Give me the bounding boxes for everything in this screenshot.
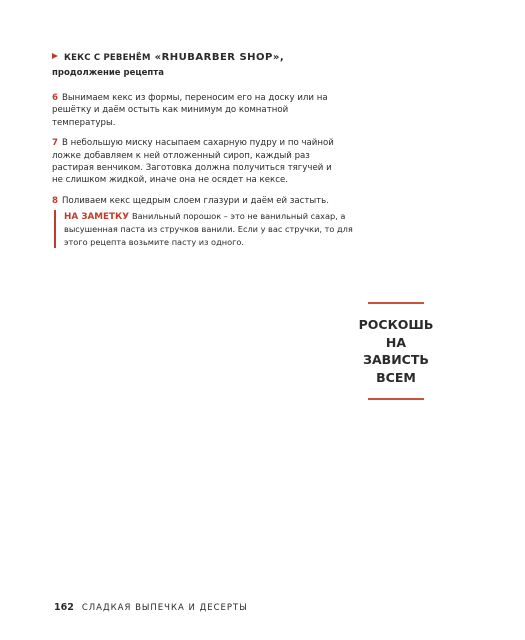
step-number: 7 <box>52 138 58 149</box>
recipe-subtitle: продолжение рецепта <box>52 68 164 78</box>
step-number: 8 <box>52 195 58 206</box>
recipe-title: КЕКС С РЕВЕНЁМ <box>64 53 151 63</box>
recipe-steps <box>52 92 337 215</box>
pull-quote <box>356 302 436 400</box>
recipe-header <box>52 52 352 78</box>
page-number: 162 <box>54 602 74 613</box>
note-text: Ванильный порошок – это не ванильный сахар, а высушенная паста из стручков ванили. Если у вас стручки, то для этого рецепта возьмите пасту из одного. <box>64 211 353 247</box>
section-title: СЛАДКАЯ ВЫПЕЧКА И ДЕСЕРТЫ <box>81 603 248 613</box>
step-text: Вынимаем кекс из формы, переносим его на доску или на решётку и даём остыть как минимум до комнатной температуры. <box>52 93 328 128</box>
step-number: 6 <box>52 93 58 103</box>
quote-line: НА ЗАВИСТЬ <box>363 334 429 367</box>
step-text: Поливаем кекс щедрым слоем глазури и даём ей застыть. <box>61 195 329 206</box>
step-text: В небольшую миску насыпаем сахарную пудру и по чайной ложке добавляем к ней отложенный сироп, каждый раз растирая венчиком. Заготовка должна получиться тягучей и не слишком жидкой, иначе она не осядет на кексе. <box>52 138 334 186</box>
quote-text <box>356 304 436 398</box>
recipe-step <box>52 137 337 187</box>
quote-line: РОСКОШЬ <box>358 317 434 332</box>
quote-bottom-rule <box>368 398 424 400</box>
triangle-bullet-icon <box>52 53 58 59</box>
recipe-brand: «RHUBARBER SHOP», <box>154 52 285 63</box>
recipe-title-line <box>52 52 352 63</box>
note-label: НА ЗАМЕТКУ <box>64 212 130 222</box>
quote-line: ВСЕМ <box>376 369 416 385</box>
note-box <box>54 210 354 248</box>
page-footer <box>54 602 248 613</box>
recipe-step <box>52 92 337 129</box>
recipe-step <box>52 195 337 207</box>
